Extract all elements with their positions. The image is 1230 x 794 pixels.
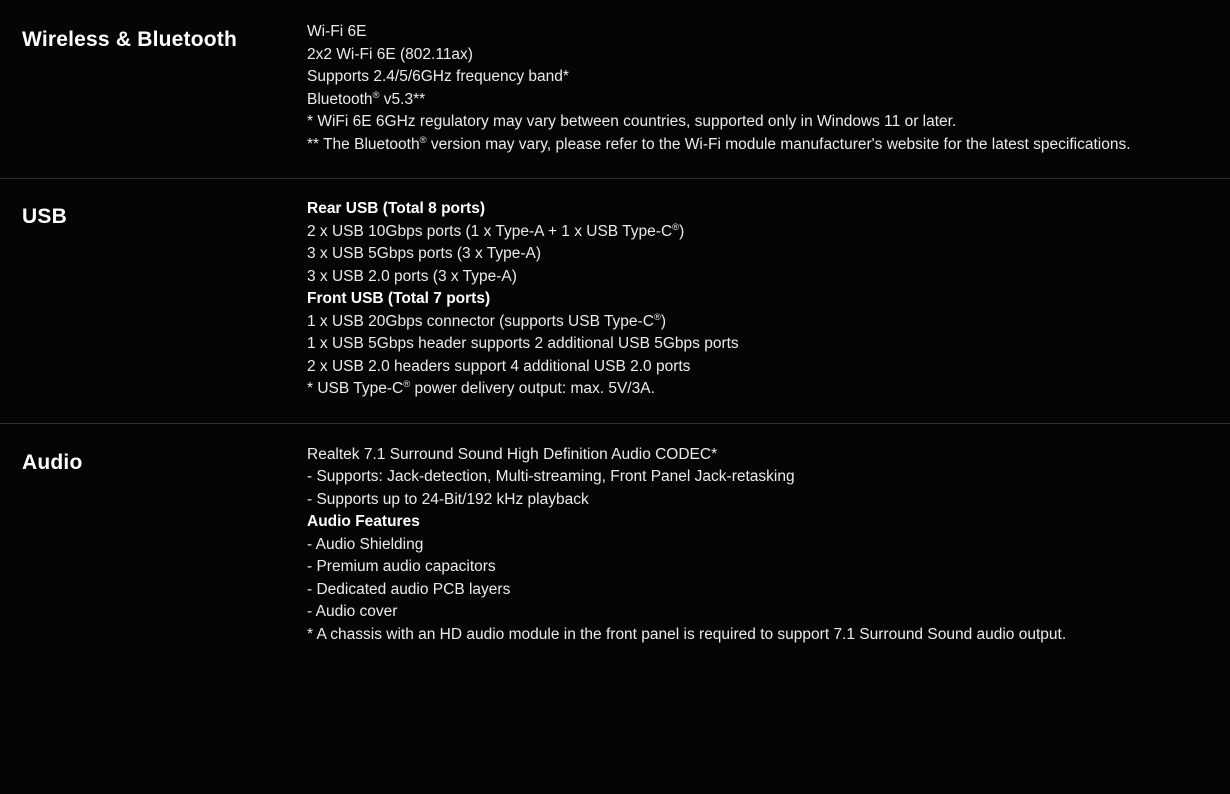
spec-label-column — [0, 21, 307, 53]
spec-line: Realtek 7.1 Surround Sound High Definition Audio CODEC* — [307, 445, 718, 463]
spec-label-column — [0, 444, 307, 476]
spec-line-post: version may vary, please refer to the Wi-Fi module manufacturer's website for the latest specifications. — [426, 135, 1131, 153]
spec-line: - Audio Shielding — [307, 535, 424, 553]
registered-mark: ® — [419, 134, 427, 146]
registered-mark: ® — [653, 311, 661, 323]
spec-line: 2x2 Wi-Fi 6E (802.11ax) — [307, 45, 473, 63]
spec-line: Supports 2.4/5/6GHz frequency band* — [307, 68, 569, 85]
section-title-wireless-bluetooth: Wireless & Bluetooth — [22, 28, 238, 51]
spec-line: - Premium audio capacitors — [307, 558, 496, 575]
spec-line: - Supports up to 24-Bit/192 kHz playback — [307, 490, 589, 508]
spec-row-wireless-bluetooth — [0, 0, 1230, 178]
spec-line-heading: Rear USB (Total 8 ports) — [307, 200, 485, 217]
spec-line-pre: 2 x USB 10Gbps ports (1 x Type-A + 1 x USB Type-C — [307, 222, 673, 240]
spec-line-pre: 1 x USB 20Gbps connector (supports USB Type-C — [307, 312, 654, 330]
section-title-audio: Audio — [22, 450, 83, 474]
registered-mark: ® — [372, 89, 380, 101]
spec-line: * WiFi 6E 6GHz regulatory may vary between countries, supported only in Windows 11 or later. — [307, 113, 957, 130]
spec-line-post: ) — [679, 222, 685, 240]
spec-value-column-wireless-bluetooth — [307, 21, 1230, 156]
spec-line — [307, 378, 1214, 401]
spec-line-heading: Audio Features — [307, 513, 420, 530]
spec-line — [307, 89, 1214, 112]
section-title-usb: USB — [22, 205, 67, 228]
spec-line-post: ) — [660, 312, 667, 330]
spec-value-column-audio — [307, 444, 1230, 647]
spec-line: - Dedicated audio PCB layers — [307, 580, 511, 598]
spec-label-column — [0, 198, 307, 230]
spec-line: 3 x USB 5Gbps ports (3 x Type-A) — [307, 245, 542, 262]
spec-line — [307, 221, 1214, 244]
spec-line — [307, 134, 1214, 157]
spec-line-post: v5.3** — [379, 90, 426, 108]
spec-line-heading: Front USB (Total 7 ports) — [307, 290, 491, 307]
registered-mark: ® — [403, 378, 411, 390]
spec-line-pre: Bluetooth — [307, 90, 373, 108]
spec-line: Wi-Fi 6E — [307, 23, 367, 40]
spec-line: 2 x USB 2.0 headers support 4 additional USB 2.0 ports — [307, 357, 691, 375]
spec-line: * A chassis with an HD audio module in the front panel is required to support 7.1 Surround Sound audio output. — [307, 625, 1067, 643]
spec-value-column-usb — [307, 198, 1230, 401]
spec-line: 1 x USB 5Gbps header supports 2 additional USB 5Gbps ports — [307, 335, 739, 352]
spec-line-pre: * USB Type-C — [307, 380, 404, 397]
spec-line: - Supports: Jack-detection, Multi-streaming, Front Panel Jack-retasking — [307, 468, 795, 485]
spec-line-pre: ** The Bluetooth — [307, 135, 420, 153]
spec-line: 3 x USB 2.0 ports (3 x Type-A) — [307, 267, 517, 285]
spec-line: - Audio cover — [307, 603, 398, 620]
spec-row-audio — [0, 424, 1230, 671]
spec-row-usb — [0, 179, 1230, 423]
spec-line-post: power delivery output: max. 5V/3A. — [410, 380, 655, 397]
registered-mark: ® — [672, 221, 680, 233]
spec-line — [307, 311, 1214, 334]
